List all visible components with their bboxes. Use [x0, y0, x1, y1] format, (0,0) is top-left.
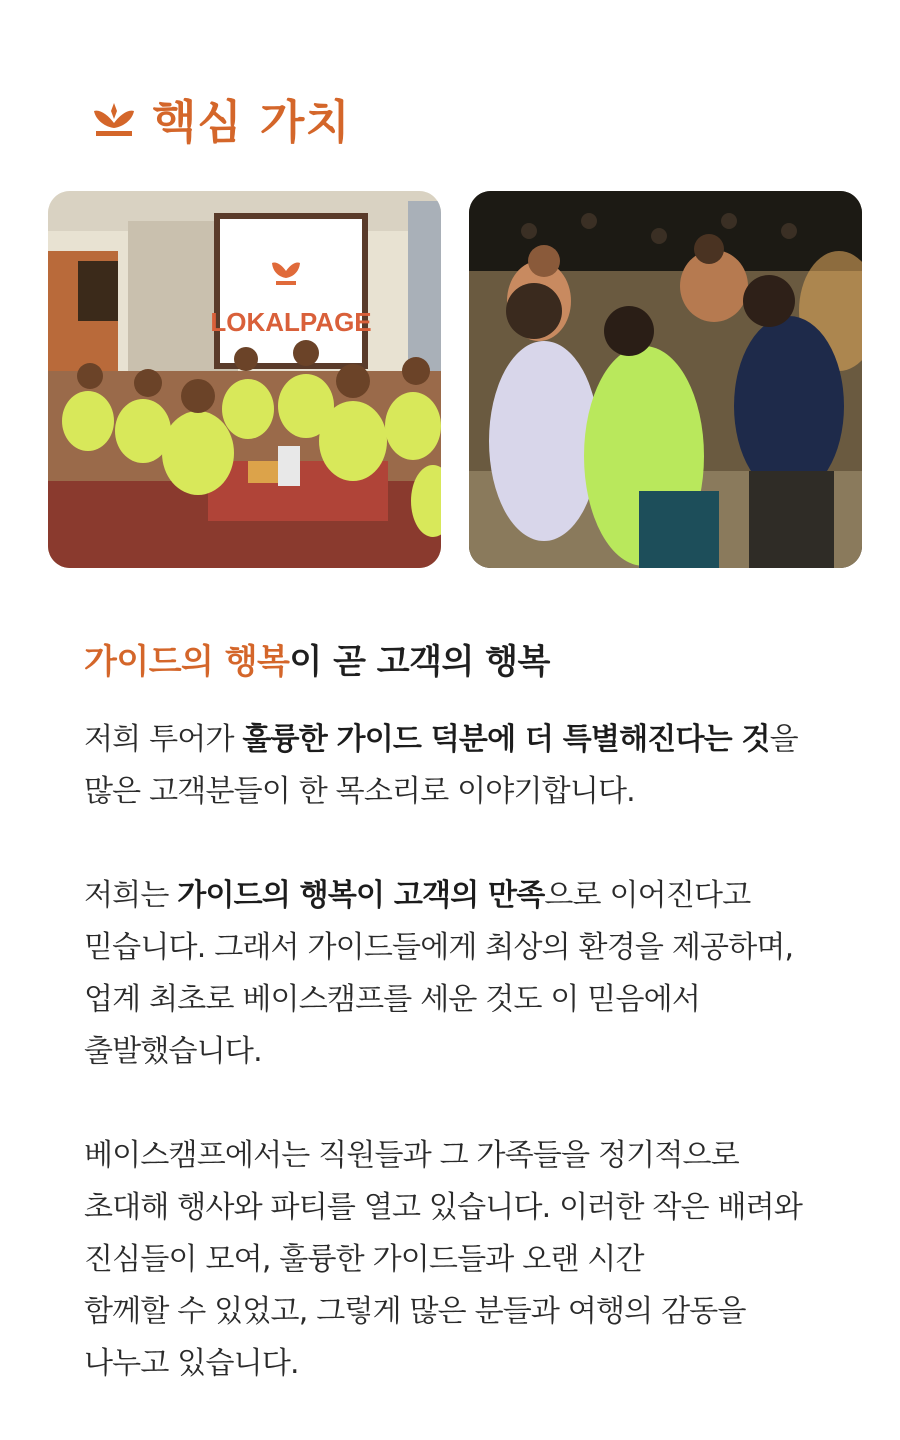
- paragraph-3-line-3: 진심들이 모여, 훌륭한 가이드들과 오랜 시간: [84, 1242, 644, 1277]
- lokalpage-leaf-logo-icon: [92, 97, 136, 141]
- subtitle-highlight: 가이드의 행복: [84, 642, 290, 682]
- paragraph-3-line-4: 함께할 수 있었고, 그렇게 많은 분들과 여행의 감동을: [84, 1294, 746, 1329]
- text-span: 저희 투어가: [84, 722, 243, 757]
- emphasis-text: 훌륭한 가이드 덕분에 더 특별해진다는 것: [242, 722, 770, 757]
- paragraph-2-line-3: 업계 최초로 베이스캠프를 세운 것도 이 믿음에서: [84, 982, 701, 1017]
- paragraph-3-line-2: 초대해 행사와 파티를 열고 있습니다. 이러한 작은 배려와: [84, 1190, 803, 1225]
- subtitle-rest: 이 곧 고객의 행복: [289, 642, 550, 682]
- section-title: 핵심 가치: [152, 95, 351, 149]
- section-header: [92, 86, 351, 152]
- body-text: [84, 714, 864, 1390]
- paragraph-2-line-4: 출발했습니다.: [84, 1034, 262, 1069]
- paragraph-3-line-1: 베이스캠프에서는 직원들과 그 가족들을 정기적으로: [84, 1138, 739, 1173]
- paragraph-2-line-1: [84, 870, 864, 922]
- paragraph-1-line-1: [84, 714, 864, 766]
- text-span: 을: [769, 722, 798, 757]
- photo-night-party: [469, 191, 862, 568]
- subtitle: [84, 634, 550, 683]
- paragraph-1-line-2: 많은 고객분들이 한 목소리로 이야기합니다.: [84, 774, 635, 809]
- sign-lokalpage-text: LOKALPAGE: [210, 307, 372, 337]
- text-span: 으로 이어진다고: [544, 878, 751, 913]
- paragraph-3-line-5: 나누고 있습니다.: [84, 1346, 299, 1381]
- paragraph-2-line-2: 믿습니다. 그래서 가이드들에게 최상의 환경을 제공하며,: [84, 930, 794, 965]
- photo-guides-cafe: [48, 191, 441, 568]
- text-span: 저희는: [84, 878, 178, 913]
- emphasis-text: 가이드의 행복이 고객의 만족: [177, 878, 545, 913]
